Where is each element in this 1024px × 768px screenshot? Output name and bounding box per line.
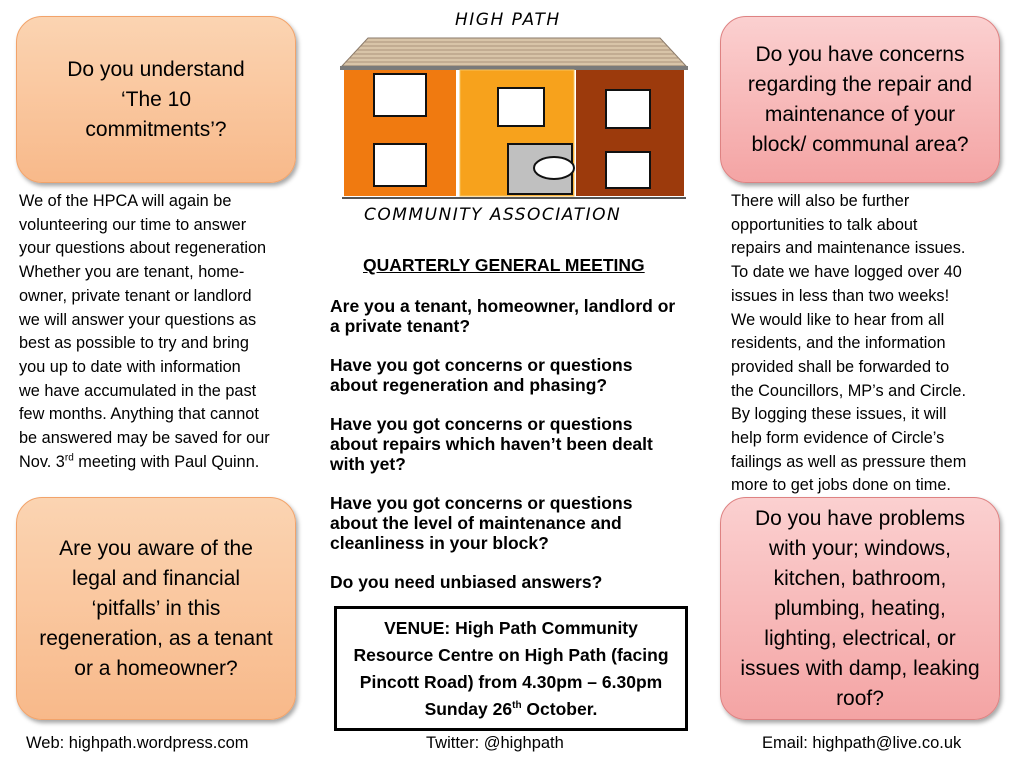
right-bottom-callout	[720, 497, 1000, 720]
footer-email[interactable]: Email: highpath@live.co.uk	[762, 734, 962, 752]
right-body-line: We would like to hear from all	[731, 310, 945, 329]
window	[606, 152, 650, 188]
meeting-date-rest: meeting with Paul Quinn.	[73, 452, 260, 471]
venue-prefix: VENUE: High Path Community Resource Centre on High Path (facing Pincott Road) from 4.30pm – 6.30pm Sunday 26	[353, 617, 669, 719]
right-top-callout	[720, 16, 1000, 183]
window	[498, 88, 544, 126]
left-bottom-callout	[16, 497, 296, 720]
center-questions	[330, 296, 680, 611]
logo-bottom-text: COMMUNITY ASSOCIATION	[364, 205, 622, 225]
house-logo	[338, 34, 690, 204]
logo-top-text: HIGH PATH	[455, 10, 561, 30]
right-top-callout-text: Do you have concerns regarding the repair and maintenance of your block/ communal area?	[747, 42, 973, 156]
footer-web[interactable]: Web: highpath.wordpress.com	[26, 734, 249, 752]
venue-date-suffix: th	[512, 699, 522, 711]
left-body-line: we have accumulated in the past	[19, 381, 257, 400]
meeting-date-prefix: Nov. 3	[19, 452, 65, 471]
left-body-text	[19, 190, 309, 474]
right-body-line: opportunities to talk about	[731, 215, 918, 234]
meeting-date-suffix: rd	[64, 452, 74, 464]
left-body-line: we will answer your questions as	[19, 310, 257, 329]
left-body-line: you up to date with information	[19, 357, 241, 376]
left-body-line: your questions about regeneration	[19, 239, 267, 258]
venue-box	[334, 606, 688, 731]
right-body-line: To date we have logged over 40	[731, 263, 962, 282]
left-body-line: volunteering our time to answer	[19, 215, 247, 234]
right-body-line: the Councillors, MP’s and Circle.	[731, 381, 966, 400]
right-bottom-callout-text: Do you have problems with your; windows, kitchen, bathroom, plumbing, heating, lighting, electrical, or issues with damp, leaking roof?	[740, 506, 980, 710]
question-3: Have you got concerns or questions about repairs which haven’t been dealt with yet?	[330, 414, 653, 474]
right-body-line: residents, and the information	[731, 334, 946, 353]
venue-text	[345, 615, 677, 723]
right-body-line: failings as well as pressure them	[731, 452, 967, 471]
left-body-last-line	[19, 451, 309, 475]
right-body-line: help form evidence of Circle’s	[731, 429, 945, 448]
window	[374, 144, 426, 186]
left-body-line: best as possible to try and bring	[19, 334, 249, 353]
question-5: Do you need unbiased answers?	[330, 572, 603, 592]
roof-ledge	[340, 66, 688, 70]
meeting-heading: QUARTERLY GENERAL MEETING	[363, 255, 645, 275]
left-body-line: Whether you are tenant, home-	[19, 263, 245, 282]
left-body-line: be answered may be saved for our	[19, 429, 270, 448]
window	[606, 90, 650, 128]
door-handle	[534, 157, 574, 179]
left-top-callout-text: Do you understand ‘The 10 commitments’?	[67, 57, 245, 141]
right-body-line: By logging these issues, it will	[731, 405, 947, 424]
right-body-line: repairs and maintenance issues.	[731, 239, 966, 258]
right-body-line: There will also be further	[731, 192, 910, 210]
left-bottom-callout-text: Are you aware of the legal and financial ‘pitfalls’ in this regeneration, as a tenant or a homeowner?	[39, 536, 273, 680]
left-body-line: We of the HPCA will again be	[19, 192, 232, 210]
question-2: Have you got concerns or questions about regeneration and phasing?	[330, 355, 633, 395]
right-body-text	[731, 190, 1016, 498]
footer-twitter[interactable]: Twitter: @highpath	[426, 734, 564, 752]
right-body-line: more to get jobs done on time.	[731, 476, 951, 495]
window	[374, 74, 426, 116]
right-body-line: issues in less than two weeks!	[731, 286, 950, 305]
venue-suffix: October.	[521, 698, 598, 719]
right-body-line: provided shall be forwarded to	[731, 357, 950, 376]
left-top-callout	[16, 16, 296, 183]
left-body-line: owner, private tenant or landlord	[19, 286, 252, 305]
question-1: Are you a tenant, homeowner, landlord or a private tenant?	[330, 296, 676, 336]
question-4: Have you got concerns or questions about the level of maintenance and cleanliness in your block?	[330, 493, 633, 553]
left-body-line: few months. Anything that cannot	[19, 405, 259, 424]
